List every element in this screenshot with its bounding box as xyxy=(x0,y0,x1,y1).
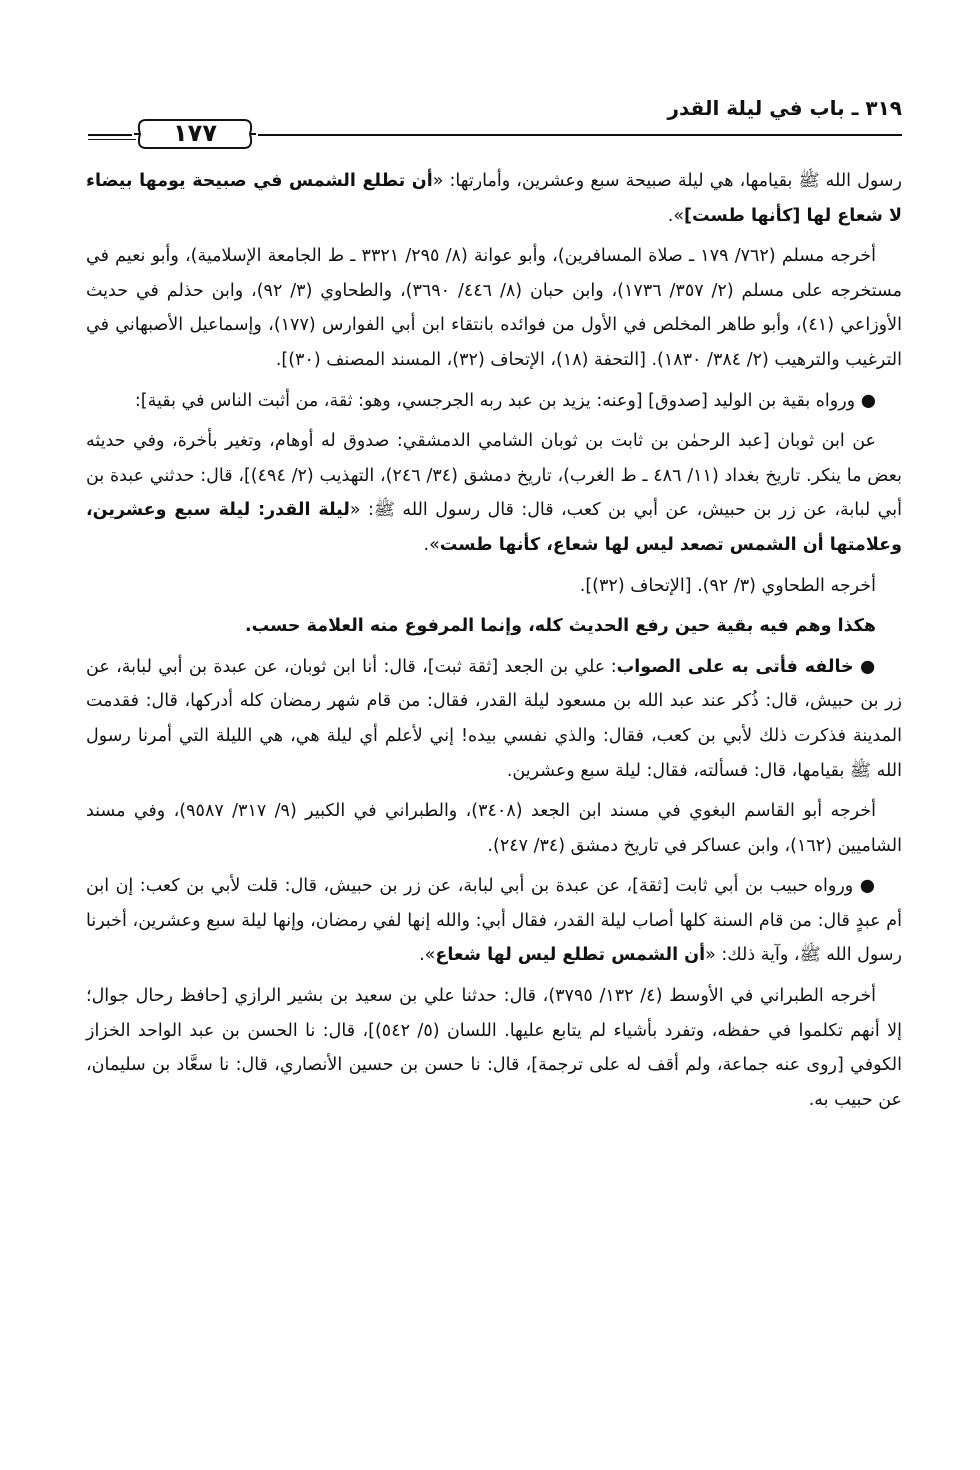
section-lead: خالفه فأتى به على الصواب xyxy=(616,656,854,677)
page-header xyxy=(88,92,902,152)
text-run: ورواه حبيب بن أبي ثابت [ثقة]، عن عبدة بن أبي لبابة، عن زر بن حبيش، قال: قلت لأبي بن كعب: إن ابن أم عبدٍ قال: من قام السنة كلها أصاب ليلة القدر، فقال أبي: والله إنها لفي رمضان، وإنها ليلة سبع وعشرين، أخبرنا رسول الله ﷺ، وآية ذلك: « xyxy=(86,876,902,966)
text-run: ». xyxy=(667,205,685,226)
main-text xyxy=(86,164,902,1123)
text-run: عن ابن ثوبان [عبد الرحمٰن بن ثابت بن ثوبان الشامي الدمشقي: صدوق له أوهام، وتغير بأخرة، وفي حديثه بعض ما ينكر. تاريخ بغداد (١١/ ٤٨٦ ـ ط الغرب)، تاريخ دمشق (٣٤/ ٢٤٦)، التهذيب (٢/ ٤٩٤)]، قال: حدثني عبدة بن أبي لبابة، عن زر بن حبيش، عن أبي بن كعب، قال: قال رسول الله ﷺ: « xyxy=(86,431,902,521)
bullet-icon: ● xyxy=(859,656,876,677)
paragraph-4 xyxy=(86,424,902,562)
bullet-icon: ● xyxy=(860,390,876,411)
hadith-text: أن تطلع الشمس في صبيحة يومها بيضاء لا شعاع لها [كأنها طست] xyxy=(86,171,902,226)
text-run: رسول الله ﷺ بقيامها، هي ليلة صبيحة سبع وعشرين، وأمارتها: « xyxy=(432,171,902,191)
page-number-badge xyxy=(132,114,258,154)
text-run: : علي بن الجعد [ثقة ثبت]، قال: أنا ابن ثوبان، عن عبدة بن أبي لبابة، عن زر بن حبيش، قال: ذُكر عند عبد الله بن مسعود ليلة القدر، فقال: من قام شهر رمضان كله أدركها، قال: فقدمت المدينة فذكرت ذلك لأبي بن كعب، فقال: والذي نفسي بيده! إني لأعلم أي ليلة هي، هي الليلة التي أمرنا رسول الله ﷺ بقيامها، قال: فسألته، فقال: ليلة سبع وعشرين. xyxy=(86,656,902,781)
header-line-short xyxy=(88,139,136,140)
paragraph-6: هكذا وهم فيه بقية حين رفع الحديث كله، وإنما المرفوع منه العلامة حسب. xyxy=(244,616,876,637)
running-title: ٣١٩ ـ باب في ليلة القدر xyxy=(667,96,902,120)
hadith-text: أن الشمس تطلع ليس لها شعاع xyxy=(435,945,706,966)
paragraph-2: أخرجه مسلم (٧٦٢/ ١٧٩ ـ صلاة المسافرين)، وأبو عوانة (٨/ ٢٩٥/ ٣٣٢١ ـ ط الجامعة الإسلامية)، وأبو نعيم في مستخرجه على مسلم (٢/ ٣٥٧/ ١٧٣٦)، وابن حبان (٨/ ٤٤٦/ ٣٦٩٠)، والطحاوي (٣/ ٩٢)، وابن حذلم في حديث الأوزاعي (٤١)، وأبو طاهر المخلص في الأول من فوائده بانتقاء ابن أبي الفوارس (١٧٧)، وإسماعيل الأصبهاني في الترغيب والترهيب (٢/ ٣٨٤/ ١٨٣٠). [التحفة (١٨)، الإتحاف (٣٢)، المسند المصنف (٣٠)]. xyxy=(86,246,902,370)
paragraph-10: أخرجه الطبراني في الأوسط (٤/ ١٣٢/ ٣٧٩٥)، قال: حدثنا علي بن سعيد بن بشير الرازي [حافظ رحال جوال؛ إلا أنهم تكلموا في حفظه، وتفرد بأشياء لم يتابع عليها. اللسان (٥/ ٥٤٢)]، قال: نا الحسن بن عبد الواحد الخزاز الكوفي [روى عنه جماعة، ولم أقف له على ترجمة]، قال: نا حسن بن حسين الأنصاري، قال: نا سعَّاد بن سليمان، عن حبيب به. xyxy=(86,986,902,1110)
paragraph-7 xyxy=(86,650,902,788)
hadith-text: ليلة القدر: ليلة سبع وعشرين، وعلامتها أن الشمس تصعد ليس لها شعاع، كأنها طست xyxy=(86,500,902,555)
paragraph-1 xyxy=(86,164,902,233)
paragraph-5: أخرجه الطحاوي (٣/ ٩٢). [الإتحاف (٣٢)]. xyxy=(579,575,876,596)
paragraph-8: أخرجه أبو القاسم البغوي في مسند ابن الجعد (٣٤٠٨)، والطبراني في الكبير (٩/ ٣١٧/ ٩٥٨٧)، وفي مسند الشاميين (١٦٢)، وابن عساكر في تاريخ دمشق (٣٤/ ٢٤٧). xyxy=(86,801,902,856)
text-run: ورواه بقية بن الوليد [صدوق] [وعنه: يزيد بن عبد ربه الجرجسي، وهو: ثقة، من أثبت الناس في بقية]: xyxy=(134,390,856,411)
page-number: ١٧٧ xyxy=(173,119,217,147)
text-run: ». xyxy=(423,534,440,555)
paragraph-3 xyxy=(86,384,902,419)
text-run: ». xyxy=(419,945,436,966)
paragraph-9 xyxy=(86,869,902,973)
bullet-icon: ● xyxy=(859,876,876,897)
